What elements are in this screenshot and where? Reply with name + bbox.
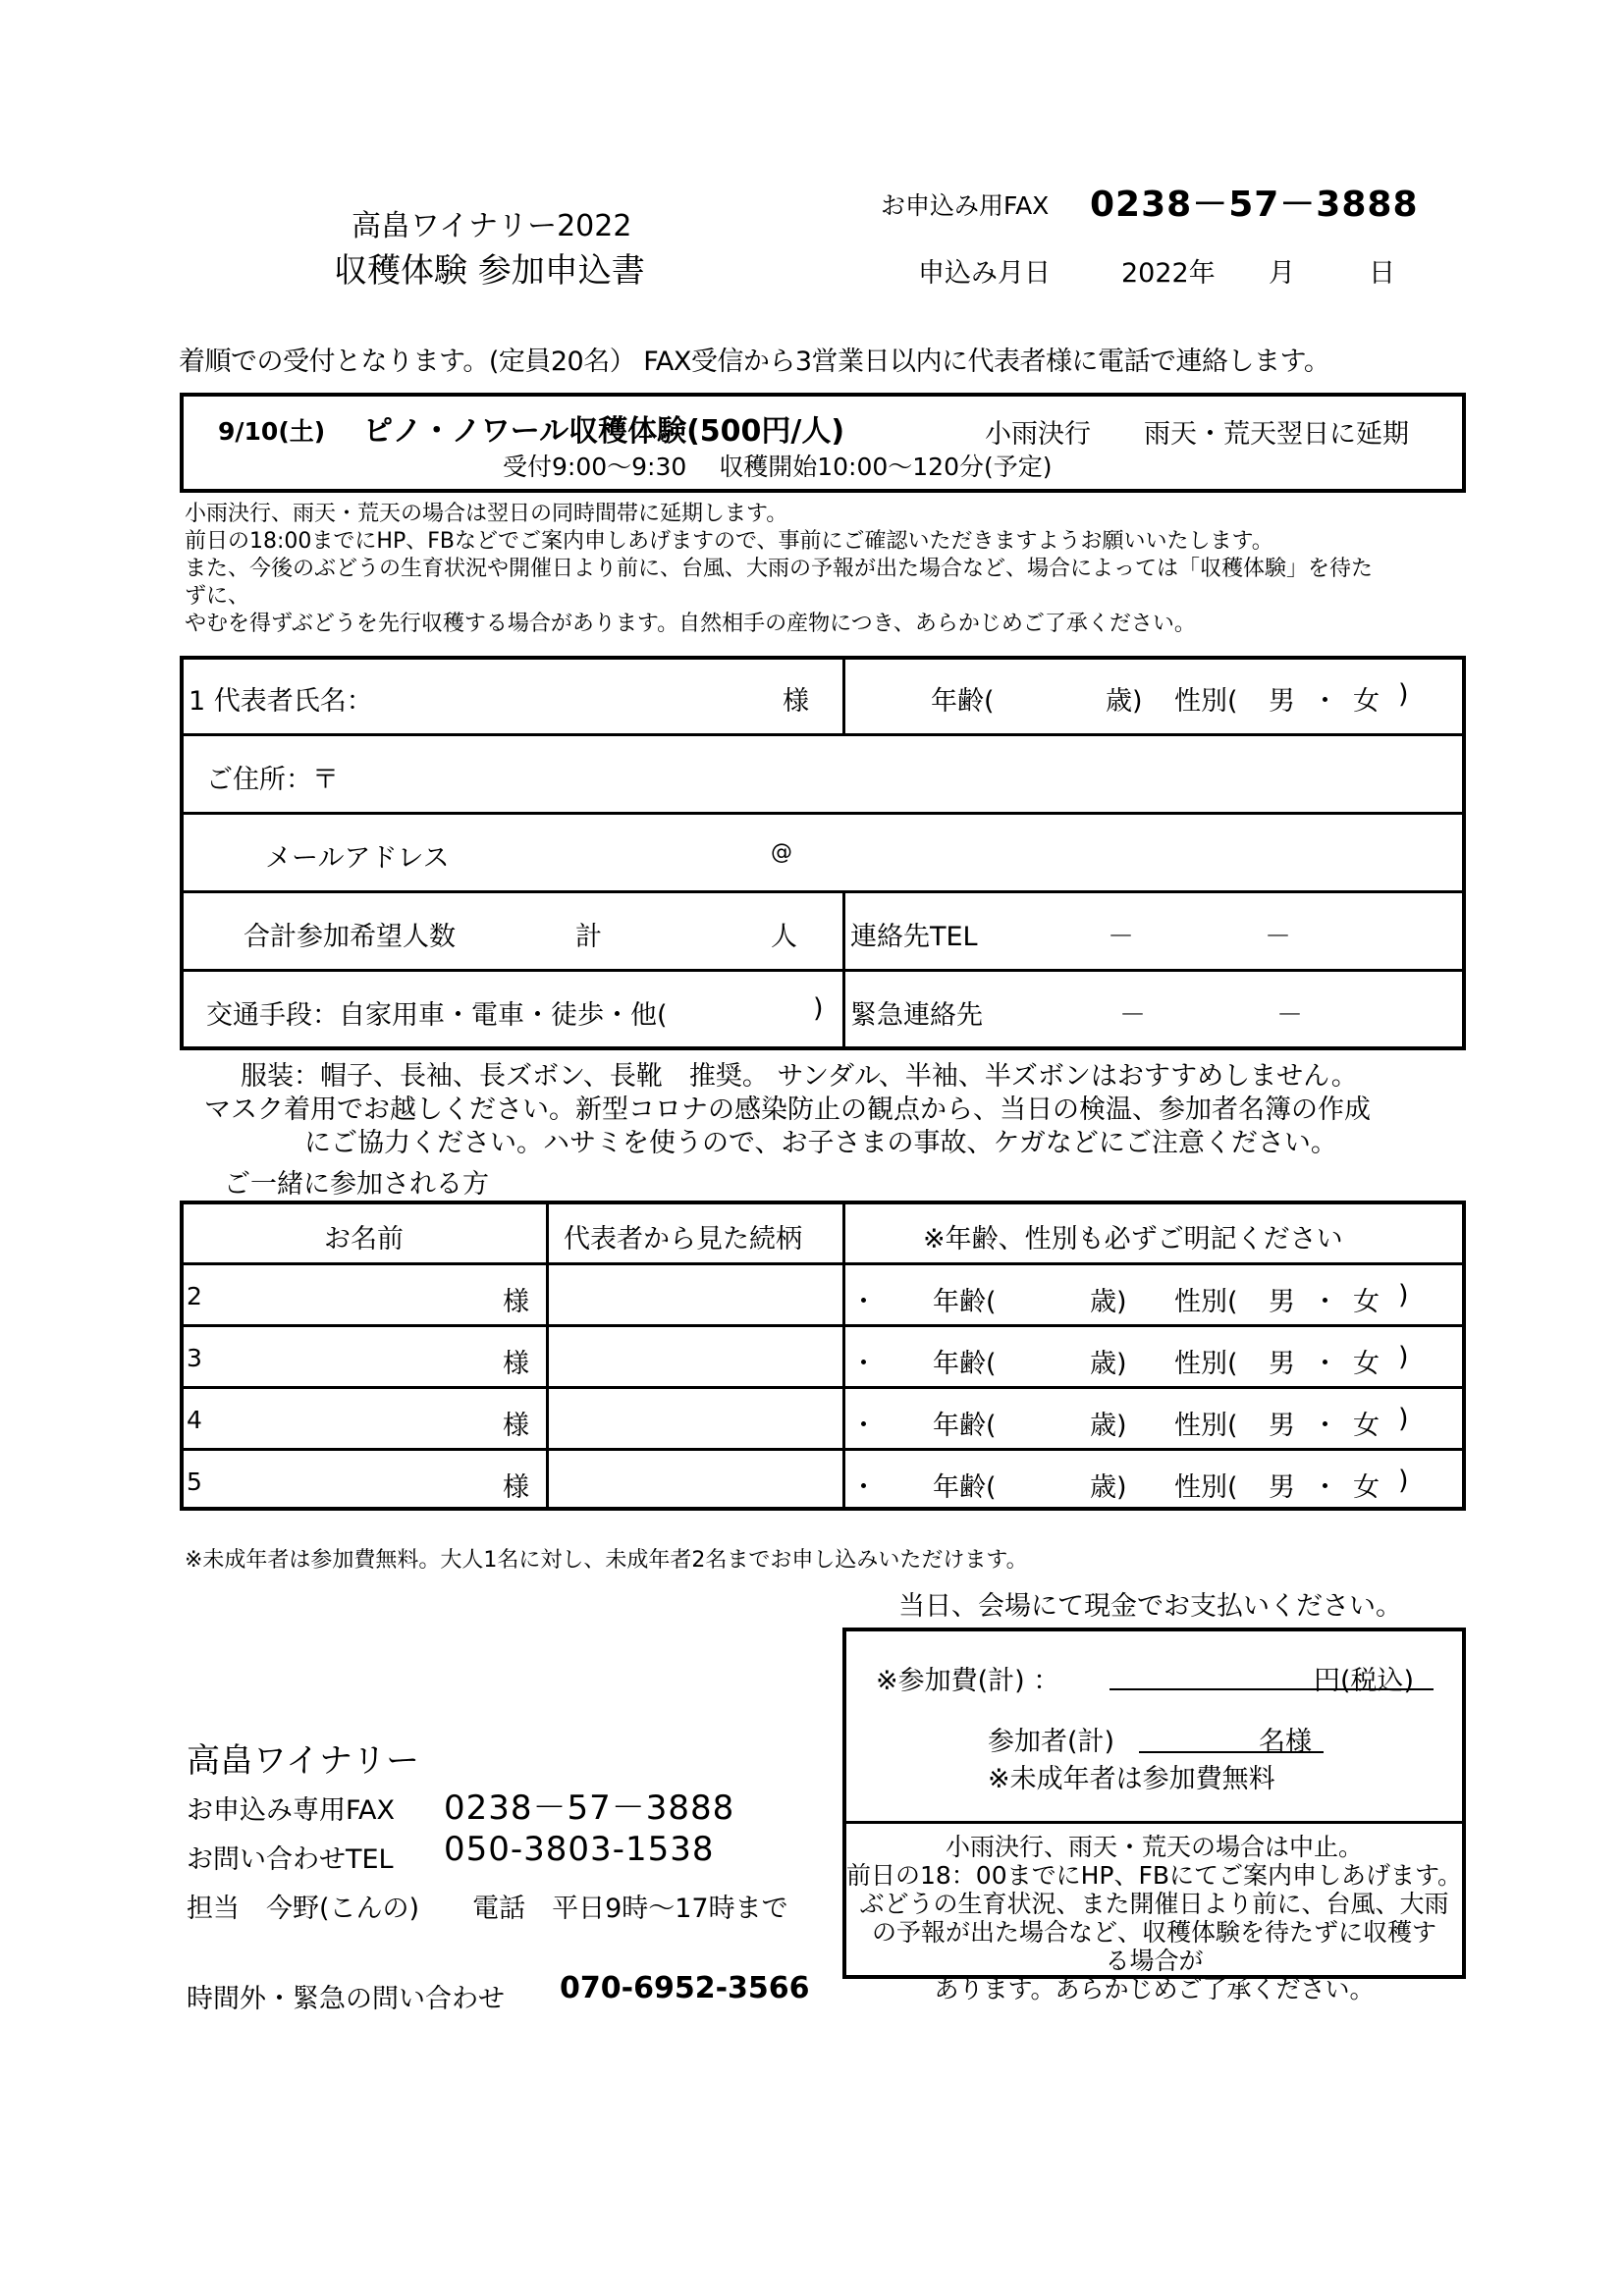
row-number: 3 bbox=[187, 1344, 202, 1372]
free-note: ※未成年者は参加費無料 bbox=[988, 1764, 1275, 1794]
table-header-name: お名前 bbox=[324, 1224, 404, 1255]
note-line: 前日の18:00までにHP、FBなどでご案内申しあげますので、事前にご確認いただきますようお願いいたします。 bbox=[185, 529, 1273, 554]
event-schedule: 受付9:00～9:30 収穫開始10:00～120分(予定) bbox=[503, 453, 1053, 481]
date-day: 日 bbox=[1369, 258, 1395, 289]
event-weather: 小雨決行 雨天・荒天翌日に延期 bbox=[985, 419, 1409, 450]
sex-female-option[interactable]: 女 bbox=[1353, 1287, 1380, 1317]
dress-note: にご協力ください。ハサミを使うので、お子さまの事故、ケガなどにご注意ください。 bbox=[304, 1128, 1337, 1158]
age-label: 年齢( bbox=[933, 1411, 997, 1441]
count-label: 合計参加希望人数 bbox=[244, 922, 456, 952]
fee-field[interactable] bbox=[1110, 1647, 1306, 1688]
email-field[interactable] bbox=[461, 825, 1443, 879]
row-number: 4 bbox=[187, 1406, 202, 1434]
relation-field[interactable] bbox=[555, 1268, 835, 1319]
tel-field[interactable] bbox=[1001, 903, 1453, 957]
payment-note: 当日、会場にて現金でお支払いください。 bbox=[898, 1591, 1402, 1622]
sex-male-option[interactable]: 男 bbox=[1269, 1472, 1295, 1503]
companions-title: ご一緒に参加される方 bbox=[224, 1169, 489, 1200]
note-line: やむを得ずぶどうを先行収穫する場合があります。自然相手の産物につき、あらかじめご了承ください。 bbox=[185, 612, 1196, 636]
title-line1: 高畠ワイナリー2022 bbox=[352, 209, 632, 243]
tel-dash: － bbox=[1108, 922, 1134, 952]
row-bullet: ・ bbox=[850, 1472, 877, 1503]
after-hours-number: 070-6952-3566 bbox=[560, 1971, 810, 2005]
rep-name-label: 1 代表者氏名： bbox=[189, 686, 373, 717]
sex-separator: ・ bbox=[1312, 1472, 1338, 1503]
notice-line: の予報が出た場合など、収穫体験を待たずに収穫す bbox=[871, 1918, 1436, 1947]
rep-name-field[interactable] bbox=[442, 669, 776, 719]
sex-separator: ・ bbox=[1312, 1411, 1338, 1441]
note-line: ずに、 bbox=[185, 584, 250, 609]
emergency-field[interactable] bbox=[1001, 982, 1453, 1036]
age-unit: 歳) bbox=[1090, 1472, 1127, 1503]
contact-tel-number: 050-3803-1538 bbox=[444, 1830, 715, 1869]
contact-staff: 担当 今野(こんの) 電話 平日9時～17時まで bbox=[187, 1894, 788, 1924]
count-field[interactable] bbox=[619, 903, 766, 957]
relation-field[interactable] bbox=[555, 1454, 835, 1505]
date-label: 申込み月日 bbox=[918, 258, 1051, 289]
event-name: ピノ・ノワール収穫体験(500円/人) bbox=[363, 414, 845, 449]
sex-close: ) bbox=[1398, 1466, 1409, 1496]
notice-line: あります。あらかじめご了承ください。 bbox=[934, 1975, 1375, 2003]
notice-line: ぶどうの生育状況、また開催日より前に、台風、大雨 bbox=[859, 1890, 1449, 1918]
notice-line: 前日の18：00までにHP、FBにてご案内申しあげます。 bbox=[846, 1861, 1463, 1890]
transport-other-field[interactable] bbox=[687, 982, 805, 1036]
contact-fax-number: 0238－57－3888 bbox=[444, 1789, 735, 1828]
row-sama: 様 bbox=[503, 1349, 529, 1379]
relation-field[interactable] bbox=[555, 1392, 835, 1443]
sex-close: ) bbox=[1398, 1342, 1409, 1372]
emergency-dash: － bbox=[1119, 1000, 1146, 1031]
row-sama: 様 bbox=[503, 1411, 529, 1441]
age-unit: 歳) bbox=[1090, 1287, 1127, 1317]
table-header-relation: 代表者から見た続柄 bbox=[564, 1224, 802, 1255]
row-number: 2 bbox=[187, 1282, 202, 1310]
age-unit: 歳) bbox=[1090, 1411, 1127, 1441]
email-label: メールアドレス bbox=[265, 843, 450, 874]
address-label: ご住所：〒 bbox=[206, 765, 339, 795]
row-bullet: ・ bbox=[850, 1287, 877, 1317]
fee-unit: 円(税込) bbox=[1314, 1666, 1415, 1696]
sex-separator: ・ bbox=[1312, 1349, 1338, 1379]
row-sama: 様 bbox=[503, 1472, 529, 1503]
row-bullet: ・ bbox=[850, 1349, 877, 1379]
rep-sex-label: 性別( bbox=[1174, 686, 1238, 717]
sex-female-option[interactable]: 女 bbox=[1353, 1411, 1380, 1441]
participants-unit: 名様 bbox=[1259, 1727, 1312, 1757]
after-hours-label: 時間外・緊急の問い合わせ bbox=[187, 1984, 505, 2014]
minor-note: ※未成年者は参加費無料。大人1名に対し、未成年者2名までお申し込みいただけます。 bbox=[185, 1548, 1028, 1573]
age-label: 年齢( bbox=[933, 1287, 997, 1317]
tel-label: 連絡先TEL bbox=[850, 922, 978, 952]
sex-label: 性別( bbox=[1174, 1349, 1238, 1379]
notice-line: る場合が bbox=[1105, 1947, 1204, 1975]
sex-label: 性別( bbox=[1174, 1287, 1238, 1317]
rep-age-field[interactable] bbox=[1011, 669, 1100, 719]
notice-line: 小雨決行、雨天・荒天の場合は中止。 bbox=[945, 1833, 1363, 1861]
age-label: 年齢( bbox=[933, 1349, 997, 1379]
note-line: また、今後のぶどうの生育状況や開催日より前に、台風、大雨の予報が出た場合など、場合によっては「収穫体験」を待た bbox=[185, 557, 1374, 581]
rep-sex-male-option[interactable]: 男 bbox=[1269, 686, 1295, 717]
contact-fax-label: お申込み専用FAX bbox=[187, 1795, 396, 1826]
fax-label: お申込み用FAX bbox=[881, 191, 1050, 220]
count-unit: 人 bbox=[771, 922, 797, 952]
at-sign: @ bbox=[771, 840, 792, 865]
row-number: 5 bbox=[187, 1468, 202, 1496]
contact-tel-label: お問い合わせTEL bbox=[187, 1844, 394, 1875]
company-name: 高畠ワイナリー bbox=[187, 1741, 419, 1781]
transport-close: ) bbox=[813, 993, 824, 1024]
event-date: 9/10(土) bbox=[218, 417, 326, 446]
age-unit: 歳) bbox=[1090, 1349, 1127, 1379]
rep-age-label: 年齢( bbox=[931, 686, 995, 717]
emergency-dash: － bbox=[1276, 1000, 1303, 1031]
date-month: 月 bbox=[1269, 258, 1295, 289]
count-total-label: 計 bbox=[575, 922, 602, 952]
rep-sex-close: ) bbox=[1398, 679, 1409, 710]
row-bullet: ・ bbox=[850, 1411, 877, 1441]
sex-male-option[interactable]: 男 bbox=[1269, 1349, 1295, 1379]
sex-male-option[interactable]: 男 bbox=[1269, 1411, 1295, 1441]
sex-female-option[interactable]: 女 bbox=[1353, 1472, 1380, 1503]
fee-label: ※参加費(計) ： bbox=[876, 1666, 1060, 1696]
date-year: 2022年 bbox=[1121, 258, 1216, 289]
address-field[interactable] bbox=[353, 746, 1453, 800]
rep-age-unit: 歳) bbox=[1106, 686, 1143, 717]
participants-field[interactable] bbox=[1139, 1710, 1257, 1751]
sex-label: 性別( bbox=[1174, 1472, 1238, 1503]
sex-label: 性別( bbox=[1174, 1411, 1238, 1441]
title-line2: 収穫体験 参加申込書 bbox=[334, 251, 645, 291]
rep-sex-separator: ・ bbox=[1312, 686, 1338, 717]
transport-label: 交通手段：自家用車・電車・徒歩・他( bbox=[206, 1000, 668, 1031]
sex-close: ) bbox=[1398, 1404, 1409, 1434]
note-line: 小雨決行、雨天・荒天の場合は翌日の同時間帯に延期します。 bbox=[185, 502, 788, 526]
sex-female-option[interactable]: 女 bbox=[1353, 1349, 1380, 1379]
table-header-age-sex: ※年齢、性別も必ずご明記ください bbox=[923, 1224, 1343, 1255]
fax-number: 0238－57－3888 bbox=[1090, 185, 1419, 225]
intro-text: 着順での受付となります。(定員20名） FAX受信から3営業日以内に代表者様に電話で連絡します。 bbox=[179, 347, 1330, 377]
sex-separator: ・ bbox=[1312, 1287, 1338, 1317]
dress-note: 服装：帽子、長袖、長ズボン、長靴 推奨。 サンダル、半袖、半ズボンはおすすめしません。 bbox=[241, 1061, 1358, 1092]
dress-note: マスク着用でお越しください。新型コロナの感染防止の観点から、当日の検温、参加者名簿の作成 bbox=[204, 1095, 1371, 1125]
rep-sex-female-option[interactable]: 女 bbox=[1353, 686, 1380, 717]
relation-field[interactable] bbox=[555, 1330, 835, 1381]
row-sama: 様 bbox=[503, 1287, 529, 1317]
sex-male-option[interactable]: 男 bbox=[1269, 1287, 1295, 1317]
sex-close: ) bbox=[1398, 1280, 1409, 1310]
tel-dash: － bbox=[1265, 922, 1291, 952]
participants-label: 参加者(計) bbox=[988, 1727, 1115, 1757]
rep-sama: 様 bbox=[783, 686, 809, 717]
emergency-label: 緊急連絡先 bbox=[850, 1000, 983, 1031]
age-label: 年齢( bbox=[933, 1472, 997, 1503]
